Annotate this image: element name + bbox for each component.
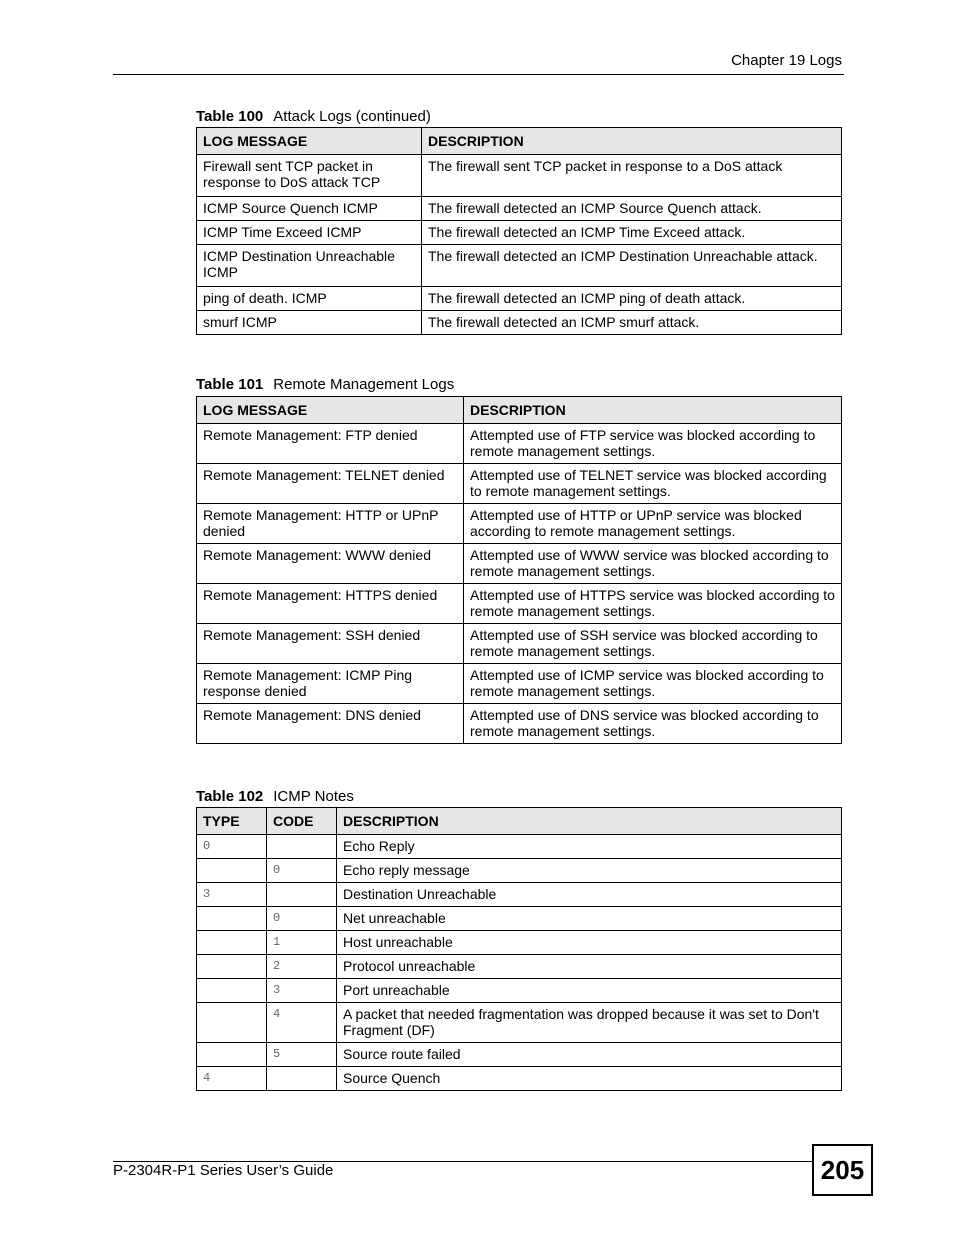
- attack-logs-table: [196, 127, 842, 335]
- page-number: 205: [812, 1144, 873, 1196]
- column-header: LOG MESSAGE: [197, 397, 464, 424]
- description-cell: The firewall detected an ICMP ping of death attack.: [422, 287, 842, 311]
- column-header: DESCRIPTION: [422, 128, 842, 155]
- log-message-cell: ICMP Time Exceed ICMP: [197, 221, 422, 245]
- log-message-cell: Remote Management: DNS denied: [197, 704, 464, 744]
- table101-caption: [196, 376, 454, 393]
- description-cell: Attempted use of HTTPS service was blocked according to remote management settings.: [464, 584, 842, 624]
- description-cell: Source Quench: [337, 1067, 842, 1091]
- type-cell: [197, 1043, 267, 1067]
- description-cell: Net unreachable: [337, 907, 842, 931]
- table102-title: ICMP Notes: [273, 788, 354, 805]
- code-cell: 0: [267, 907, 337, 931]
- table-header-row: [197, 128, 842, 155]
- code-cell: [267, 835, 337, 859]
- table-row: [197, 931, 842, 955]
- code-cell: 1: [267, 931, 337, 955]
- table-row: [197, 155, 842, 197]
- table100-title: Attack Logs (continued): [273, 108, 431, 125]
- type-cell: [197, 979, 267, 1003]
- description-cell: The firewall sent TCP packet in response to a DoS attack: [422, 155, 842, 197]
- table-row: [197, 1003, 842, 1043]
- type-cell: [197, 859, 267, 883]
- log-message-cell: ping of death. ICMP: [197, 287, 422, 311]
- table-row: [197, 221, 842, 245]
- table-row: [197, 197, 842, 221]
- description-cell: Attempted use of HTTP or UPnP service was blocked according to remote management settings.: [464, 504, 842, 544]
- description-cell: Attempted use of TELNET service was blocked according to remote management settings.: [464, 464, 842, 504]
- table-row: [197, 1067, 842, 1091]
- code-cell: 2: [267, 955, 337, 979]
- code-cell: [267, 1067, 337, 1091]
- description-cell: Port unreachable: [337, 979, 842, 1003]
- log-message-cell: smurf ICMP: [197, 311, 422, 335]
- table-row: [197, 544, 842, 584]
- description-cell: Echo reply message: [337, 859, 842, 883]
- table101-label: Table 101: [196, 376, 264, 393]
- log-message-cell: ICMP Destination Unreachable ICMP: [197, 245, 422, 287]
- table102-caption: [196, 788, 354, 805]
- table-row: [197, 883, 842, 907]
- log-message-cell: Remote Management: FTP denied: [197, 424, 464, 464]
- table-row: [197, 979, 842, 1003]
- header-divider: [113, 74, 844, 75]
- description-cell: A packet that needed fragmentation was dropped because it was set to Don't Fragment (DF): [337, 1003, 842, 1043]
- table-row: [197, 835, 842, 859]
- type-cell: [197, 1003, 267, 1043]
- description-cell: Source route failed: [337, 1043, 842, 1067]
- description-cell: The firewall detected an ICMP smurf attack.: [422, 311, 842, 335]
- table-row: [197, 1043, 842, 1067]
- table-row: [197, 245, 842, 287]
- column-header: TYPE: [197, 808, 267, 835]
- table101-title: Remote Management Logs: [273, 376, 455, 393]
- description-cell: Destination Unreachable: [337, 883, 842, 907]
- table-row: [197, 955, 842, 979]
- table-row: [197, 584, 842, 624]
- guide-title: P-2304R-P1 Series User’s Guide: [113, 1162, 334, 1179]
- log-message-cell: Remote Management: TELNET denied: [197, 464, 464, 504]
- log-message-cell: Remote Management: HTTP or UPnP denied: [197, 504, 464, 544]
- description-cell: Protocol unreachable: [337, 955, 842, 979]
- table-header-row: [197, 808, 842, 835]
- table100-label: Table 100: [196, 108, 264, 125]
- table-row: [197, 704, 842, 744]
- log-message-cell: Remote Management: WWW denied: [197, 544, 464, 584]
- type-cell: [197, 931, 267, 955]
- table-header-row: [197, 397, 842, 424]
- log-message-cell: Remote Management: SSH denied: [197, 624, 464, 664]
- code-cell: 3: [267, 979, 337, 1003]
- column-header: CODE: [267, 808, 337, 835]
- log-message-cell: Remote Management: HTTPS denied: [197, 584, 464, 624]
- code-cell: 0: [267, 859, 337, 883]
- column-header: LOG MESSAGE: [197, 128, 422, 155]
- chapter-header: Chapter 19 Logs: [731, 52, 842, 69]
- description-cell: Attempted use of FTP service was blocked according to remote management settings.: [464, 424, 842, 464]
- table-row: [197, 624, 842, 664]
- code-cell: 4: [267, 1003, 337, 1043]
- type-cell: 3: [197, 883, 267, 907]
- table-row: [197, 664, 842, 704]
- column-header: DESCRIPTION: [464, 397, 842, 424]
- table-row: [197, 907, 842, 931]
- column-header: DESCRIPTION: [337, 808, 842, 835]
- description-cell: The firewall detected an ICMP Source Quench attack.: [422, 197, 842, 221]
- description-cell: Attempted use of ICMP service was blocked according to remote management settings.: [464, 664, 842, 704]
- description-cell: The firewall detected an ICMP Time Exceed attack.: [422, 221, 842, 245]
- type-cell: [197, 955, 267, 979]
- table-row: [197, 859, 842, 883]
- description-cell: Attempted use of WWW service was blocked according to remote management settings.: [464, 544, 842, 584]
- type-cell: 4: [197, 1067, 267, 1091]
- icmp-notes-table: [196, 807, 842, 1091]
- code-cell: [267, 883, 337, 907]
- table-row: [197, 504, 842, 544]
- type-cell: 0: [197, 835, 267, 859]
- description-cell: Attempted use of SSH service was blocked according to remote management settings.: [464, 624, 842, 664]
- code-cell: 5: [267, 1043, 337, 1067]
- description-cell: Attempted use of DNS service was blocked according to remote management settings.: [464, 704, 842, 744]
- table100-caption: [196, 108, 431, 125]
- description-cell: The firewall detected an ICMP Destination Unreachable attack.: [422, 245, 842, 287]
- table-row: [197, 464, 842, 504]
- table102-label: Table 102: [196, 788, 264, 805]
- table-row: [197, 311, 842, 335]
- description-cell: Host unreachable: [337, 931, 842, 955]
- description-cell: Echo Reply: [337, 835, 842, 859]
- log-message-cell: Remote Management: ICMP Ping response denied: [197, 664, 464, 704]
- table-row: [197, 424, 842, 464]
- table-row: [197, 287, 842, 311]
- remote-management-logs-table: [196, 396, 842, 744]
- type-cell: [197, 907, 267, 931]
- log-message-cell: ICMP Source Quench ICMP: [197, 197, 422, 221]
- log-message-cell: Firewall sent TCP packet in response to DoS attack TCP: [197, 155, 422, 197]
